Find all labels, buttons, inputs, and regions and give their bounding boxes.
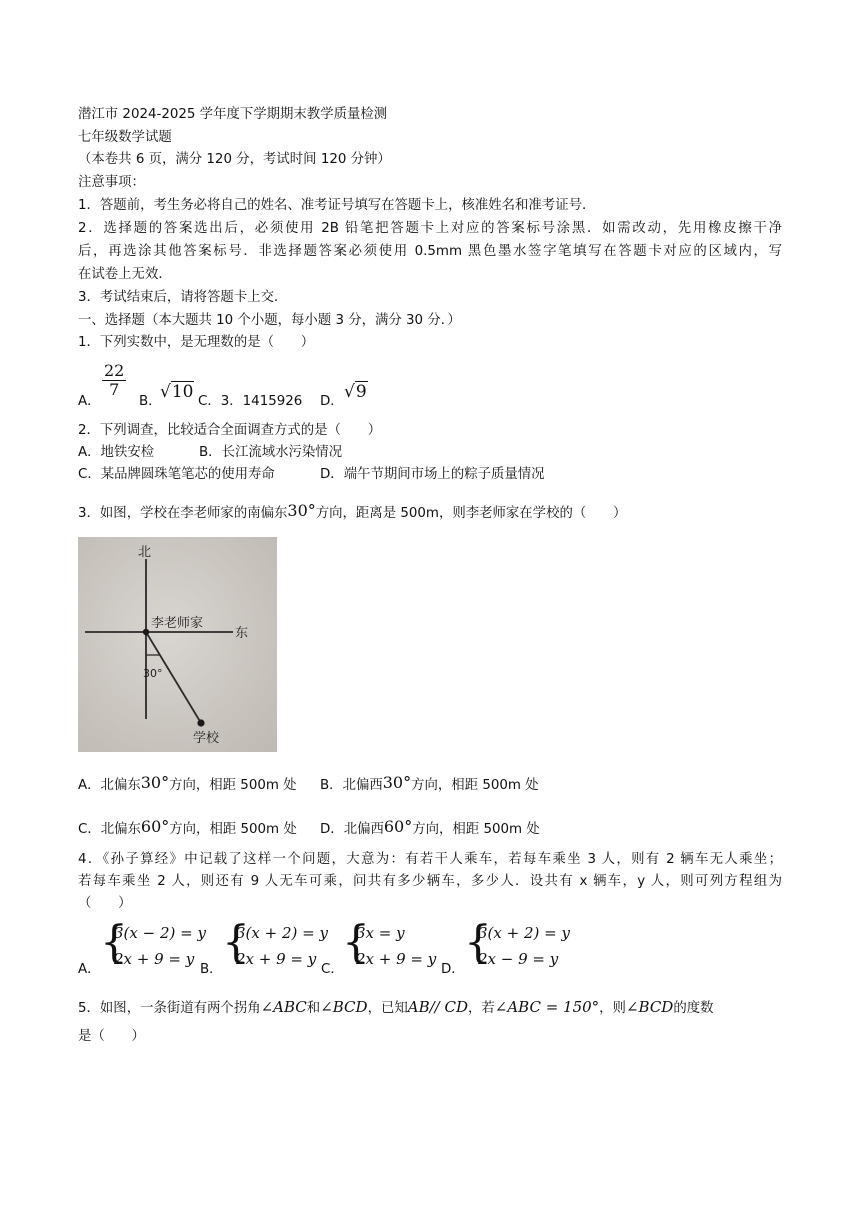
q4-line-1: 4．《孙子算经》中记载了这样一个问题，大意为：有若干人乘车，若每车乘坐 3 人，则有 2 辆车无人乘坐； [78,852,782,867]
q3-stem [78,501,626,524]
east-label: 东 [235,626,249,641]
q4-option-c-label: C． [321,962,344,977]
q5-angle-bcd-2: ∠BCD [625,998,674,1016]
q4-option-c-system [356,920,436,972]
notice-1: 1．答题前，考生务必将自己的姓名、准考证号填写在答题卡上，核准姓名和准考证号． [78,198,596,213]
q4-option-c-eq1: 3x = y [356,924,405,942]
q4-option-b-eq2: 2x + 9 = y [236,950,317,968]
q3-option-c-post: 方向，相距 500m 处 [169,822,297,837]
q1-option-b-sqrt: √10 [160,382,194,402]
q3-option-c-pre: C．北偏东 [78,822,141,837]
notice-2-line-1: 2．选择题的答案选出后，必须使用 2B 铅笔把答题卡上对应的答案标号涂黑．如需改动，先用橡皮擦干净 [78,221,782,236]
q5-line-2: 是（ ） [78,1029,145,1044]
q4-option-b-label: B． [200,962,223,977]
q2-option-b: B．长江流域水污染情况 [199,445,343,460]
q4-option-a-eq1: 3(x − 2) = y [114,924,206,942]
q1-option-c: C．3．1415926 [198,394,303,409]
q5-text-5: ，则 [599,1001,626,1016]
q3-option-c-angle: 60° [140,817,170,836]
q3-option-b-post: 方向，相距 500m 处 [411,778,539,793]
home-label: 李老师家 [151,616,204,631]
q3-stem-angle: 30° [287,501,316,520]
q4-option-a-brace: { [100,917,128,968]
notice-2-line-2: 后，再选涂其他答案标号．非选择题答案必须使用 0.5mm 黑色墨水签字笔填写在答题卡对应的区域内，写 [78,244,782,259]
q4-line-3: （ ） [78,896,132,911]
q1-option-b-radicand: 10 [171,382,194,402]
q3-option-d [320,817,540,840]
q1-option-a-label: A． [78,394,101,409]
q4-option-b-eq1: 3(x + 2) = y [236,924,328,942]
q4-option-c-eq2: 2x + 9 = y [356,950,437,968]
exam-subject: 七年级数学试题 [78,130,172,145]
q4-options [78,917,638,980]
angle-label: 30° [143,667,163,680]
q5-parallel: AB// CD [407,998,468,1016]
q5-angle-bcd: ∠BCD [320,998,368,1016]
school-point [197,719,204,726]
exam-info: （本卷共 6 页，满分 120 分，考试时间 120 分钟） [78,152,391,167]
notice-title: 注意事项： [78,175,145,190]
figure-background [78,537,277,752]
q4-option-a-system [114,920,206,972]
q3-option-a-angle: 30° [140,773,170,792]
q3-stem-post: 方向，距离是 500m，则李老师家在学校的（ ） [315,506,627,521]
q1-option-a-fraction [102,362,126,399]
exam-title: 潜江市 2024-2025 学年度下学期期末教学质量检测 [78,107,388,122]
q3-option-d-post: 方向，相距 500m 处 [412,822,540,837]
q3-option-b [320,773,539,796]
q4-option-b-system [236,920,328,972]
home-point [143,629,149,635]
q4-option-a-label: A． [78,962,101,977]
q2-option-c: C．某品牌圆珠笔笔芯的使用寿命 [78,467,275,482]
q3-option-d-angle: 60° [383,817,413,836]
q4-option-c-brace: { [342,917,370,968]
q4-option-d-label: D． [441,962,465,977]
q1-option-a-numerator: 22 [104,361,125,380]
q4-line-2: 若每车乘坐 2 人，则还有 9 人无车可乘，问共有多少辆车，多少人．设共有 x 辆车，y 人，则可列方程组为 [78,874,782,889]
q4-option-a-eq2: 2x + 9 = y [114,950,195,968]
q5-text-1: 5．如图，一条街道有两个拐角 [78,1001,261,1016]
q2-stem: 2．下列调查，比较适合全面调查方式的是（ ） [78,423,382,438]
q3-option-a [78,773,297,796]
q5-text-2: 和 [306,1001,321,1016]
notice-2-line-3: 在试卷上无效． [78,267,172,282]
q5-line-1 [78,997,714,1019]
q1-options [78,360,538,409]
q2-option-a: A．地铁安检 [78,445,155,460]
q3-option-d-pre: D．北偏西 [320,822,384,837]
q4-option-d-eq2: 2x − 9 = y [478,950,559,968]
q3-option-b-pre: B．北偏西 [320,778,383,793]
q4-option-d-eq1: 3(x + 2) = y [478,924,570,942]
q2-option-d: D．端午节期间市场上的粽子质量情况 [320,467,545,482]
q4-option-d-brace: { [464,917,492,968]
school-label: 学校 [193,731,220,746]
q3-option-b-angle: 30° [382,773,412,792]
q1-stem: 1．下列实数中，是无理数的是（ ） [78,335,315,350]
q3-direction-figure [78,537,277,752]
q4-option-b-brace: { [222,917,250,968]
q1-option-a-denominator: 7 [109,380,120,399]
q1-option-d-sqrt: √9 [344,382,367,402]
q1-option-d-radicand: 9 [355,382,367,402]
q4-option-d-system [478,920,570,972]
q5-angle-abc: ∠ABC [260,998,307,1016]
q3-option-a-pre: A．北偏东 [78,778,141,793]
notice-3: 3．考试结束后，请将答题卡上交． [78,290,288,305]
q1-option-b-label: B． [139,394,162,409]
q3-option-c [78,817,297,840]
section-heading: 一、选择题（本大题共 10 个小题，每小题 3 分，满分 30 分．） [78,313,461,328]
q3-figure-svg [78,537,277,752]
q3-option-a-post: 方向，相距 500m 处 [169,778,297,793]
q5-text-4: ，若 [467,1001,495,1016]
q5-text-6: 的度数 [673,1001,714,1016]
north-label: 北 [138,545,152,560]
q3-stem-pre: 3．如图，学校在李老师家的南偏东 [78,506,288,521]
q5-text-3: ，已知 [367,1001,408,1016]
q1-option-d-label: D． [320,394,344,409]
q5-condition: ∠ABC = 150° [494,998,600,1016]
